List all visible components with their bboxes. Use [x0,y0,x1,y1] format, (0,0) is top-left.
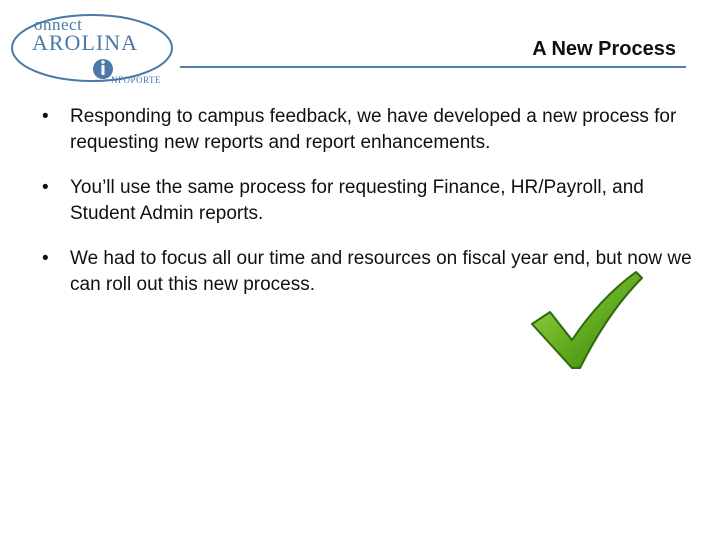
bullet-text: You’ll use the same process for requesting Finance, HR/Payroll, and Student Admin reports. [70,177,644,224]
logo-connect-text: onnect [34,15,83,34]
bullet-dot: • [42,177,49,198]
logo-infoporte-text: NFOPORTE [111,75,161,85]
bullet-text: We had to focus all our time and resources on fiscal year end, but now we can roll out this new process. [70,248,692,295]
bullet-dot: • [42,106,49,127]
checkmark-icon [528,268,644,372]
logo-carolina-text: AROLINA [32,30,138,55]
bullet-item [42,104,692,156]
bullet-dot: • [42,248,49,269]
bullet-text: Responding to campus feedback, we have developed a new process for requesting new reports and report enhancements. [70,106,677,153]
title-underline [180,66,686,68]
slide-title: A New Process [532,38,676,60]
connect-carolina-logo [8,12,178,92]
bullet-item [42,175,692,227]
